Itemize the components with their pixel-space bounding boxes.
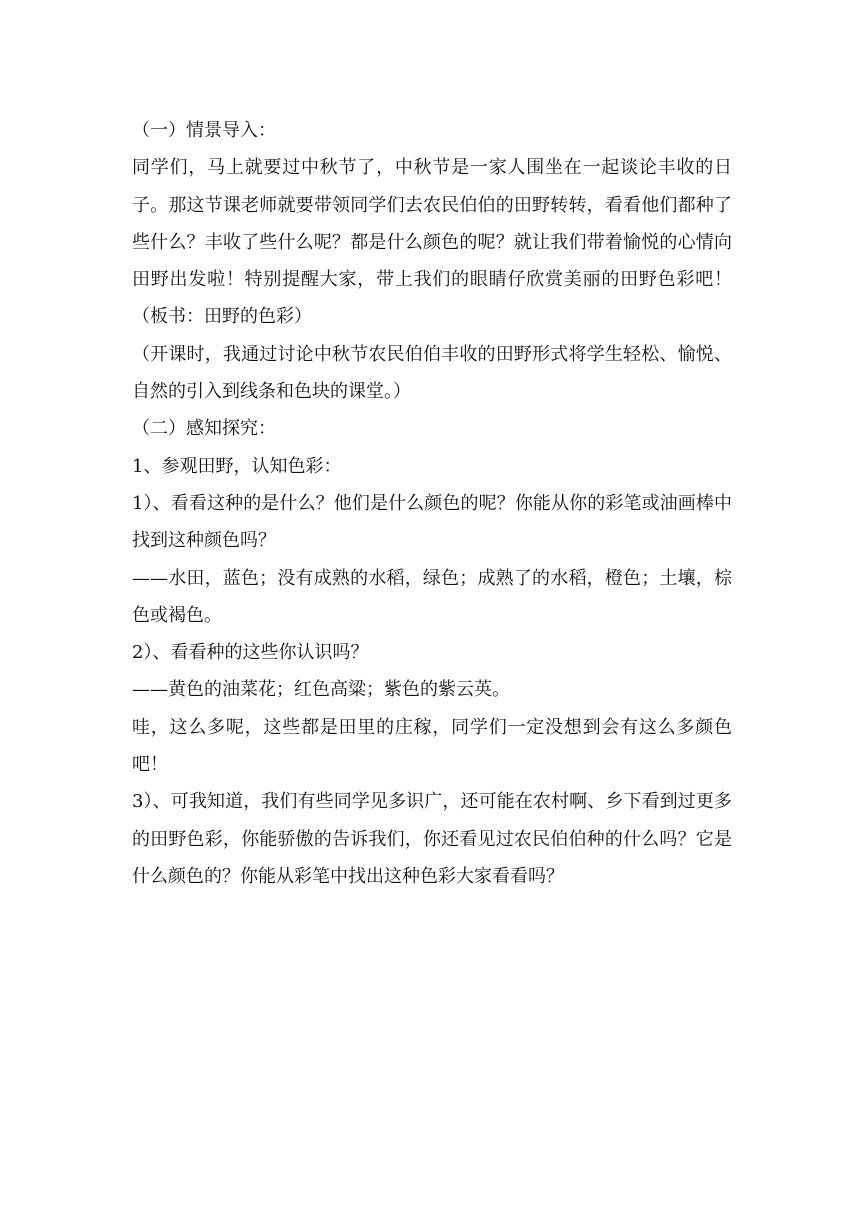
document-body (132, 112, 732, 895)
paragraph-question-2: 2）、看看种的这些你认识吗？ (132, 642, 369, 664)
subheading-visit-fields: 1、参观田野，认知色彩： (132, 455, 342, 477)
section-heading-explore: （二）感知探究： (132, 418, 276, 440)
paragraph-answer-2: ——黄色的油菜花；红色高粱；紫色的紫云英。 (132, 679, 510, 701)
paragraph-intro-speech: 同学们，马上就要过中秋节了，中秋节是一家人围坐在一起谈论丰收的日子。那这节课老师就要带领同学们去农民伯伯的田野转转，看看他们都种了些什么？丰收了些什么呢？都是什么颜色的呢？就让我们带着愉悦的心情向田野出发啦！特别提醒大家，带上我们的眼睛仔欣赏美丽的田野色彩吧！（板书：田野的色彩） (132, 157, 732, 328)
paragraph-answer-1: ——水田，蓝色；没有成熟的水稻，绿色；成熟了的水稻，橙色；土壤，棕色或褐色。 (132, 567, 732, 626)
section-heading-intro: （一）情景导入： (132, 120, 276, 141)
paragraph-remark: 哇，这么多呢，这些都是田里的庄稼，同学们一定没想到会有这么多颜色吧！ (132, 716, 732, 776)
paragraph-question-3: 3）、可我知道，我们有些同学见多识广，还可能在农村啊、乡下看到过更多的田野色彩，你能骄傲的告诉我们，你还看见过农民伯伯种的什么吗？它是什么颜色的？你能从彩笔中找出这种色彩大家看看吗？ (132, 791, 732, 887)
paragraph-question-1: 1）、看看这种的是什么？他们是什么颜色的呢？你能从你的彩笔或油画棒中找到这种颜色吗？ (132, 492, 732, 552)
paragraph-intro-note: （开课时，我通过讨论中秋节农民伯伯丰收的田野形式将学生轻松、愉悦、自然的引入到线条和色块的课堂。） (132, 343, 732, 403)
